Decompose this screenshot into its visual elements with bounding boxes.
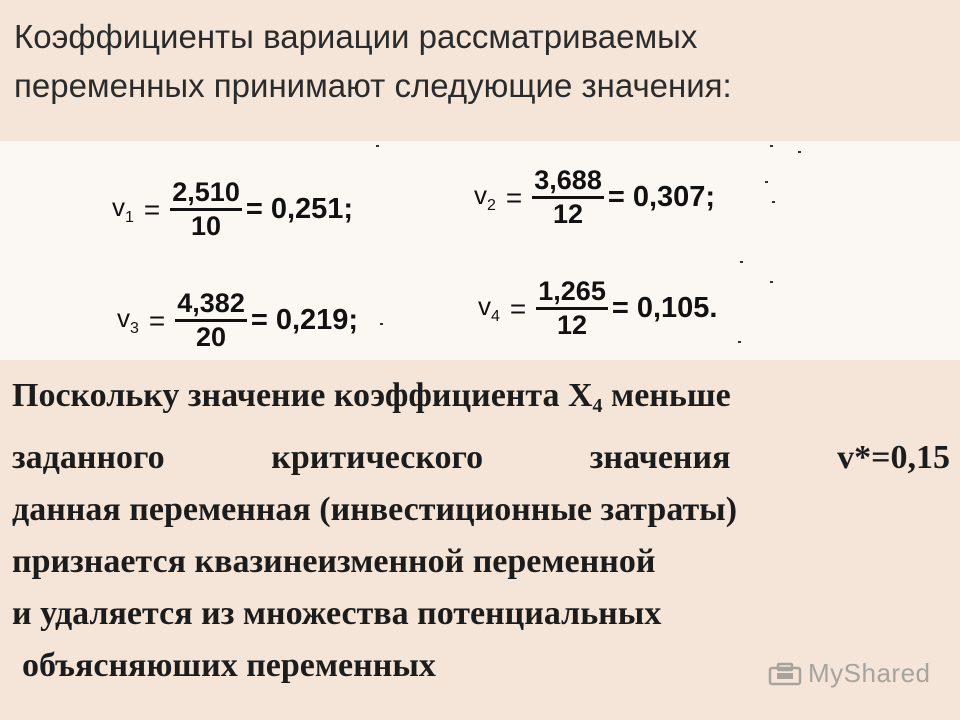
scan-speck xyxy=(770,145,773,147)
fraction-denominator: 12 xyxy=(557,310,588,340)
scan-speck xyxy=(376,145,379,147)
formulas-image xyxy=(0,141,960,360)
conclusion-line-6: объясняюших переменных xyxy=(22,647,436,684)
equals-sign: = xyxy=(505,181,523,213)
formula-variable: $v_1$ xyxy=(112,192,134,226)
fraction-denominator: 10 xyxy=(191,211,222,241)
formula-result: = 0,251; xyxy=(245,193,354,225)
scan-speck xyxy=(765,181,768,183)
formula-variable: $v_2$ xyxy=(474,180,496,214)
fraction-numerator: 3,688 xyxy=(532,166,604,199)
formula-v2 xyxy=(474,166,715,229)
fraction-numerator: 1,265 xyxy=(536,277,608,310)
equals-sign: = xyxy=(509,292,527,324)
formula-variable: $v_4$ xyxy=(478,291,500,325)
fraction xyxy=(536,277,608,340)
myshared-logo-icon xyxy=(768,662,802,686)
scan-speck xyxy=(380,323,383,325)
fraction-denominator: 20 xyxy=(196,322,227,352)
slide-heading xyxy=(14,12,944,110)
formula-v1 xyxy=(112,178,353,241)
scan-speck xyxy=(770,281,773,283)
fraction xyxy=(532,166,604,229)
conclusion-text xyxy=(12,370,950,692)
conclusion-line-1: Поскольку значение коэффициента $Х_4$ меньше xyxy=(12,377,731,417)
fraction-numerator: 2,510 xyxy=(170,178,242,211)
fraction-numerator: 4,382 xyxy=(175,289,247,322)
scan-speck xyxy=(740,261,743,263)
conclusion-line-4: признается квазинеизменной переменной xyxy=(12,543,656,580)
formula-result: = 0,105. xyxy=(611,292,718,324)
heading-line-1: Коэффициенты вариации рассматриваемых xyxy=(14,18,698,55)
heading-line-2: переменных принимают следующие значения: xyxy=(14,67,732,104)
scan-speck xyxy=(772,201,775,203)
formula-variable: $v_3$ xyxy=(117,303,139,337)
fraction-denominator: 12 xyxy=(553,199,584,229)
formula-result: = 0,307; xyxy=(607,181,716,213)
myshared-watermark xyxy=(768,658,931,689)
formula-v3 xyxy=(117,289,358,352)
equals-sign: = xyxy=(148,304,166,336)
conclusion-line-2: заданного критического значения v*=0,15 xyxy=(12,439,950,476)
equals-sign: = xyxy=(143,193,161,225)
fraction xyxy=(170,178,242,241)
conclusion-line-3: данная переменная (инвестиционные затраты) xyxy=(12,491,738,528)
watermark-text: MyShared xyxy=(808,658,931,688)
scan-speck xyxy=(798,151,801,153)
conclusion-line-5: и удаляется из множества потенциальных xyxy=(12,595,662,632)
fraction xyxy=(175,289,247,352)
scan-speck xyxy=(738,341,741,343)
formula-v4 xyxy=(478,277,717,340)
formula-result: = 0,219; xyxy=(250,304,359,336)
